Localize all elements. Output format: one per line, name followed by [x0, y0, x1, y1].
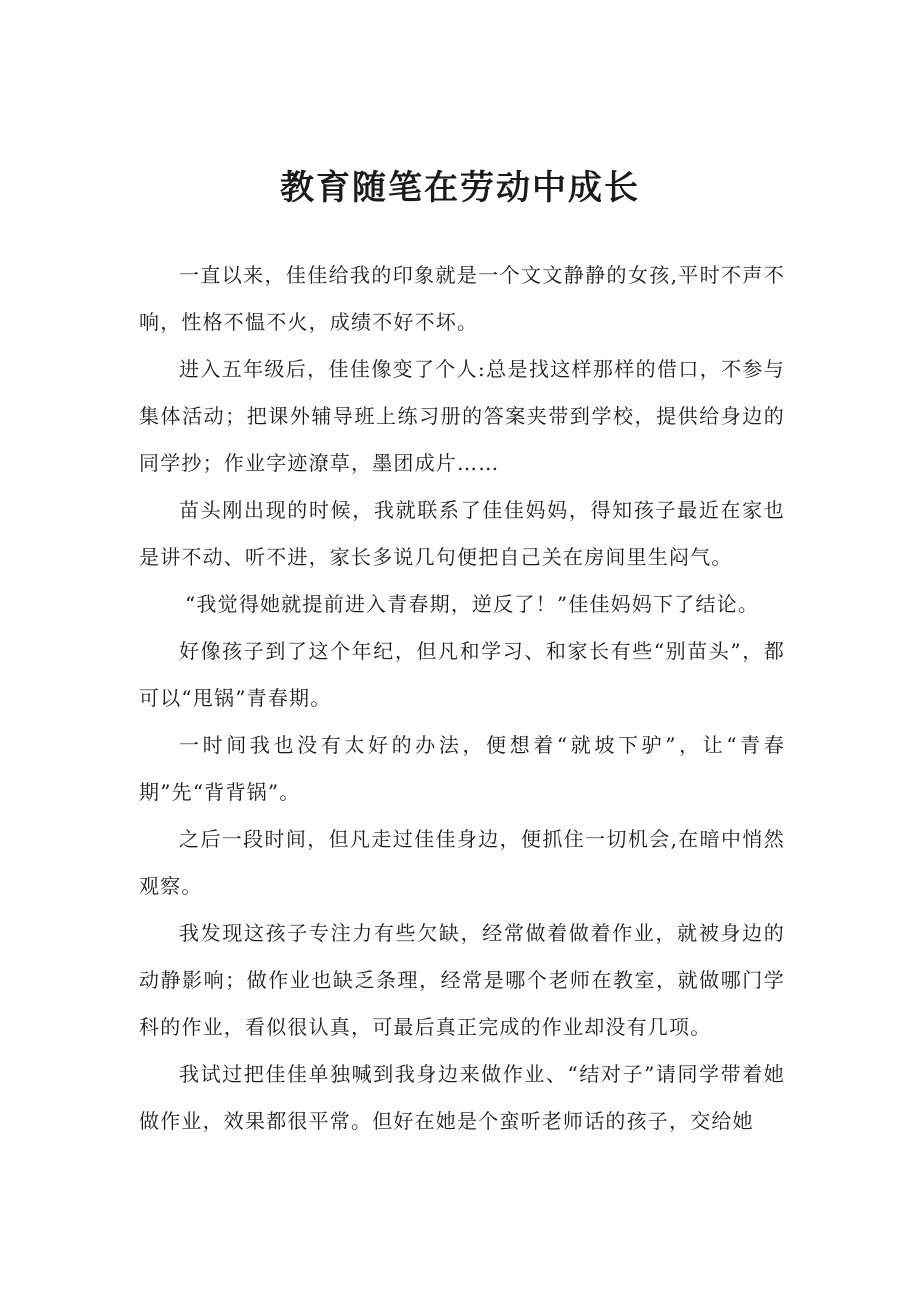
paragraph-8: 我发现这孩子专注力有些欠缺，经常做着做着作业，就被身边的动静影响；做作业也缺乏条理，经常是哪个老师在教室，就做哪门学科的作业，看似很认真，可最后真正完成的作业却没有几项。 — [139, 921, 785, 1039]
document-title: 教育随笔在劳动中成长 — [280, 168, 640, 208]
paragraph-7: 之后一段时间，但凡走过佳佳身边，便抓住一切机会,在暗中悄然观察。 — [139, 827, 785, 898]
paragraph-5: 好像孩子到了这个年纪，但凡和学习、和家长有些“别苗头”，都可以“甩锅”青春期。 — [139, 639, 785, 710]
paragraph-6: 一时间我也没有太好的办法，便想着“就坡下驴”，让“青春期”先“背背锅”。 — [139, 733, 785, 804]
paragraph-1: 一直以来，佳佳给我的印象就是一个文文静静的女孩,平时不声不响，性格不愠不火，成绩不好不坏。 — [139, 263, 785, 334]
paragraph-9: 我试过把佳佳单独喊到我身边来做作业、“结对子”请同学带着她做作业，效果都很平常。但好在她是个蛮听老师话的孩子，交给她 — [139, 1062, 785, 1133]
document-body — [139, 252, 785, 1145]
paragraph-3: 苗头刚出现的时候，我就联系了佳佳妈妈，得知孩子最近在家也是讲不动、听不进，家长多说几句便把自己关在房间里生闷气。 — [139, 498, 785, 569]
paragraph-2: 进入五年级后，佳佳像变了个人:总是找这样那样的借口，不参与集体活动；把课外辅导班上练习册的答案夹带到学校，提供给身边的同学抄；作业字迹潦草，墨团成片…… — [139, 357, 785, 475]
paragraph-4: “我觉得她就提前进入青春期，逆反了！”佳佳妈妈下了结论。 — [185, 592, 760, 616]
